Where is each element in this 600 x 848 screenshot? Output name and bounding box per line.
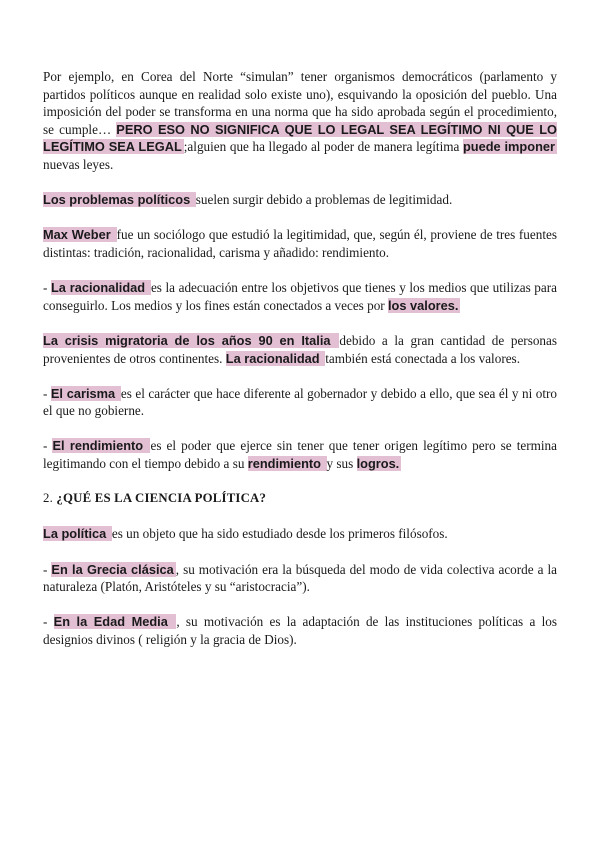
text-segment: es el carácter que hace diferente al gobernador y debido a ello, que sea él y ni otro el que no gobierne. bbox=[43, 385, 557, 419]
paragraph-racionalidad bbox=[43, 279, 557, 314]
text-segment: ;alguien que ha llegado al poder de manera legítima bbox=[183, 139, 463, 155]
paragraph-corea-del-norte bbox=[43, 68, 557, 174]
bullet-dash: - bbox=[43, 280, 51, 296]
document-page bbox=[43, 68, 557, 666]
paragraph-crisis-migratoria bbox=[43, 332, 557, 367]
bullet-dash: - bbox=[43, 385, 51, 401]
paragraph-carisma bbox=[43, 385, 557, 420]
paragraph-edad-media bbox=[43, 613, 557, 648]
text-segment: suelen surgir debido a problemas de legitimidad. bbox=[195, 192, 453, 208]
section-heading bbox=[43, 490, 557, 508]
text-segment: debido a la gran cantidad de personas provenientes de otros continentes. bbox=[43, 332, 557, 366]
highlighted-text: puede imponer bbox=[462, 139, 555, 155]
paragraph-max-weber bbox=[43, 226, 557, 261]
text-segment: Por ejemplo, en Corea del Norte “simulan” tener organismos democráticos (parlamento y partidos políticos aunque en realidad solo existe uno), esquivando la oposición del pueblo. Una imposición del poder se transforma en una norma que ha sido aprobada según el procedimiento, se cumple… bbox=[43, 69, 557, 137]
text-segment: también está conectada a los valores. bbox=[325, 350, 520, 366]
text-segment: , su motivación era la búsqueda del modo de vida colectiva acorde a la naturaleza (Platón, Aristóteles y su “aristocracia”). bbox=[43, 561, 557, 595]
paragraph-rendimiento bbox=[43, 437, 557, 472]
bullet-dash: - bbox=[43, 614, 54, 630]
highlighted-text: PERO ESO NO SIGNIFICA QUE LO LEGAL SEA LEGÍTIMO NI QUE LO LEGÍTIMO SEA LEGAL bbox=[43, 121, 557, 155]
highlighted-text: Los problemas políticos bbox=[43, 192, 194, 208]
paragraph-grecia-clasica bbox=[43, 561, 557, 596]
text-segment: nuevas leyes. bbox=[43, 156, 114, 172]
highlighted-text: Max Weber bbox=[43, 227, 115, 243]
highlighted-text: los valores. bbox=[387, 297, 459, 313]
text-segment: y sus bbox=[326, 456, 357, 472]
text-segment: es un objeto que ha sido estudiado desde los primeros filósofos. bbox=[111, 526, 448, 542]
bullet-dash: - bbox=[43, 561, 52, 577]
highlighted-text: En la Grecia clásica bbox=[51, 561, 174, 577]
paragraph-la-politica bbox=[43, 525, 557, 543]
paragraph-problemas-politicos bbox=[43, 191, 557, 209]
highlighted-text: El rendimiento bbox=[52, 438, 149, 454]
section-title: ¿QUÉ ES LA CIENCIA POLÍTICA? bbox=[53, 491, 267, 506]
section-number: 2. bbox=[43, 491, 53, 506]
highlighted-text: La racionalidad bbox=[225, 350, 324, 366]
highlighted-text: La política bbox=[43, 526, 110, 542]
text-segment: es la adecuación entre los objetivos que tienes y los medios que utilizas para conseguirlo. Los medios y los fines están conectados a veces por bbox=[43, 280, 557, 313]
bullet-dash: - bbox=[43, 438, 53, 454]
highlighted-text: El carisma bbox=[50, 385, 119, 401]
text-segment: es el poder que ejerce sin tener que tener origen legítimo pero se termina legitimando con el tiempo debido a su bbox=[43, 438, 557, 472]
text-segment: , su motivación es la adaptación de las instituciones políticas a los designios divinos ( religión y la gracia de Dios). bbox=[43, 614, 557, 647]
highlighted-text: logros. bbox=[356, 456, 400, 472]
highlighted-text: En la Edad Media bbox=[53, 614, 175, 630]
highlighted-text: La racionalidad bbox=[50, 280, 149, 296]
text-segment: fue un sociólogo que estudió la legitimidad, que, según él, proviene de tres fuentes distintas: tradición, racionalidad, carisma y añadido: rendimiento. bbox=[43, 227, 557, 260]
highlighted-text: rendimiento bbox=[247, 456, 325, 472]
highlighted-text: La crisis migratoria de los años 90 en Italia bbox=[43, 332, 338, 348]
